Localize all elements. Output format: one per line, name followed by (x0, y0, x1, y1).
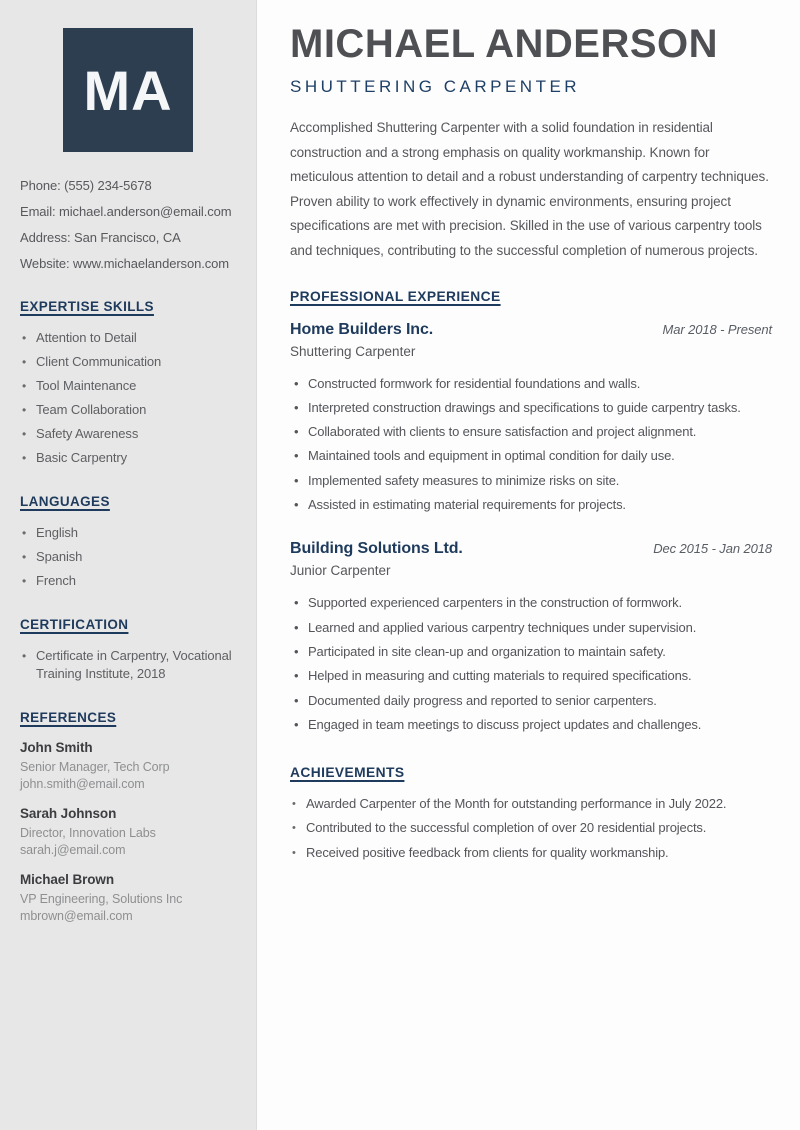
monogram-initials: MA (83, 58, 173, 122)
languages-section (20, 494, 236, 590)
certification-item: • Certificate in Carpentry, Vocational Training Institute, 2018 (20, 647, 236, 683)
job-bullet: • Supported experienced carpenters in the construction of formwork. (290, 591, 772, 615)
reference-entry (20, 740, 236, 793)
language-item: • French (20, 572, 236, 590)
skills-list (20, 329, 236, 467)
achievements-heading: ACHIEVEMENTS (290, 765, 405, 781)
job-dates: Mar 2018 - Present (662, 321, 772, 337)
job-bullet-list (290, 591, 772, 737)
reference-entry (20, 806, 236, 859)
job-bullet: • Interpreted construction drawings and specifications to guide carpentry tasks. (290, 396, 772, 420)
references-section (20, 710, 236, 925)
contact-email: Email: michael.anderson@email.com (20, 204, 232, 219)
references-heading: REFERENCES (20, 709, 117, 725)
job-header (290, 321, 772, 339)
person-job-title: SHUTTERING CARPENTER (290, 77, 581, 96)
skill-item: • Safety Awareness (20, 425, 236, 443)
certification-section (20, 617, 236, 683)
achievements-section (290, 765, 772, 865)
job-bullet: • Engaged in team meetings to discuss project updates and challenges. (290, 713, 772, 737)
company-name: Home Builders Inc. (290, 320, 434, 338)
company-name: Building Solutions Ltd. (290, 540, 463, 558)
summary-paragraph: Accomplished Shuttering Carpenter with a solid foundation in residential construction and a strong emphasis on quality workmanship. Known for meticulous attention to detail and a robust understanding of carpentry techniques. Proven ability to work effectively in dynamic environments, ensuring project specifications are met with precision. Skilled in the use of various carpentry tools and techniques, contributing to the successful completion of numerous projects. (290, 120, 769, 258)
person-name: MICHAEL ANDERSON (290, 22, 719, 66)
experience-section (290, 289, 772, 738)
contact-website: Website: www.michaelanderson.com (20, 256, 229, 271)
certification-list (20, 647, 236, 683)
job-dates: Dec 2015 - Jan 2018 (653, 541, 772, 557)
reference-role: Senior Manager, Tech Corp (20, 759, 170, 774)
job-bullet-list (290, 372, 772, 518)
job-role: Junior Carpenter (290, 563, 391, 579)
job-entry (290, 540, 772, 737)
skill-item: • Client Communication (20, 353, 236, 371)
reference-name: John Smith (20, 739, 93, 755)
reference-role: Director, Innovation Labs (20, 825, 156, 840)
resume-main (257, 0, 800, 1130)
reference-email: mbrown@email.com (20, 908, 133, 923)
certification-heading: CERTIFICATION (20, 616, 129, 632)
job-bullet: • Learned and applied various carpentry techniques under supervision. (290, 616, 772, 640)
job-bullet: • Helped in measuring and cutting materials to required specifications. (290, 664, 772, 688)
contact-phone: Phone: (555) 234-5678 (20, 178, 152, 193)
language-item: • Spanish (20, 548, 236, 566)
achievement-item: • Received positive feedback from clients for quality workmanship. (290, 841, 772, 865)
achievement-item: • Awarded Carpenter of the Month for outstanding performance in July 2022. (290, 792, 772, 816)
reference-email: sarah.j@email.com (20, 842, 126, 857)
achievements-list (290, 792, 772, 865)
job-bullet: • Assisted in estimating material requirements for projects. (290, 493, 772, 517)
contact-address: Address: San Francisco, CA (20, 230, 181, 245)
skill-item: • Tool Maintenance (20, 377, 236, 395)
languages-list (20, 524, 236, 590)
achievement-item: • Contributed to the successful completion of over 20 residential projects. (290, 816, 772, 840)
resume-sidebar (0, 0, 257, 1130)
skill-item: • Team Collaboration (20, 401, 236, 419)
reference-entry (20, 872, 236, 925)
languages-heading: LANGUAGES (20, 493, 110, 509)
reference-name: Sarah Johnson (20, 805, 117, 821)
skill-item: • Basic Carpentry (20, 449, 236, 467)
job-role: Shuttering Carpenter (290, 343, 416, 359)
language-item: • English (20, 524, 236, 542)
job-bullet: • Documented daily progress and reported to senior carpenters. (290, 689, 772, 713)
job-header (290, 540, 772, 558)
skills-section (20, 299, 236, 467)
job-bullet: • Constructed formwork for residential foundations and walls. (290, 372, 772, 396)
job-bullet: • Participated in site clean-up and organization to maintain safety. (290, 640, 772, 664)
contact-info (20, 178, 236, 272)
job-bullet: • Implemented safety measures to minimize risks on site. (290, 469, 772, 493)
monogram-badge (63, 28, 193, 152)
skill-item: • Attention to Detail (20, 329, 236, 347)
job-bullet: • Collaborated with clients to ensure satisfaction and project alignment. (290, 420, 772, 444)
skills-heading: EXPERTISE SKILLS (20, 298, 154, 314)
job-entry (290, 321, 772, 518)
reference-email: john.smith@email.com (20, 776, 145, 791)
job-bullet: • Maintained tools and equipment in optimal condition for daily use. (290, 444, 772, 468)
reference-name: Michael Brown (20, 871, 114, 887)
experience-heading: PROFESSIONAL EXPERIENCE (290, 288, 501, 304)
reference-role: VP Engineering, Solutions Inc (20, 891, 183, 906)
